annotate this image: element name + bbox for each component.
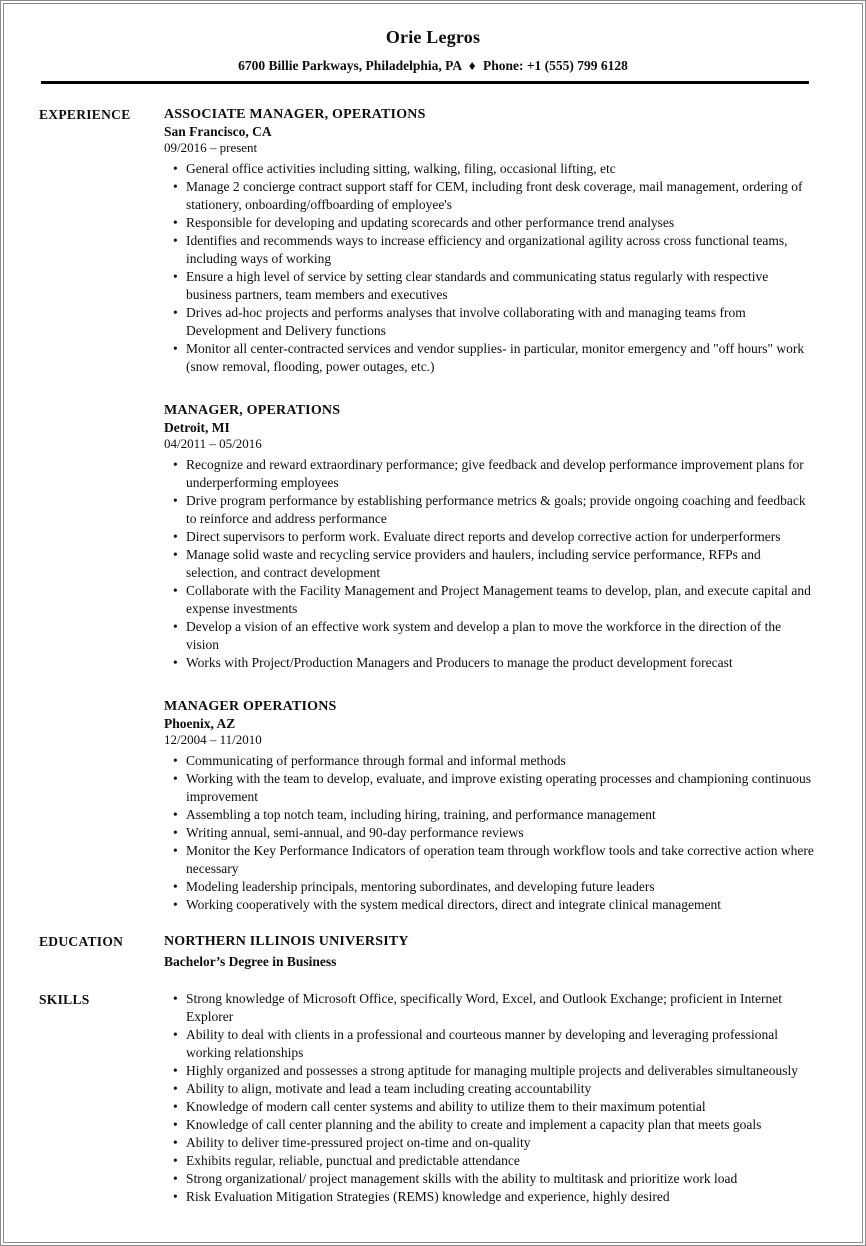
- education-section-label: EDUCATION: [39, 934, 124, 949]
- degree-name: Bachelor’s Degree in Business: [164, 954, 337, 969]
- skills-section-label: SKILLS: [39, 992, 90, 1007]
- bullet-list: [164, 990, 815, 1206]
- bullet-item: • Strong knowledge of Microsoft Office, specifically Word, Excel, and Outlook Exchange; proficient in Internet Explorer: [186, 990, 815, 1026]
- bullet-item: • Develop a vision of an effective work system and develop a plan to move the workforce in the direction of the vision: [186, 618, 815, 654]
- education-section: [1, 932, 865, 970]
- bullet-item: • Monitor the Key Performance Indicators of operation team through workflow tools and take corrective action where necessary: [186, 842, 815, 878]
- job-location: Detroit, MI: [164, 420, 230, 435]
- job-dates: 12/2004 – 11/2010: [164, 732, 262, 747]
- job-entry: [164, 105, 815, 376]
- bullet-item: • Manage solid waste and recycling service providers and haulers, including service performance, RFPs and selection, and contract development: [186, 546, 815, 582]
- bullet-item: • Working cooperatively with the system medical directors, direct and integrate clinical management: [186, 896, 815, 914]
- job-entry: [164, 697, 815, 914]
- bullet-item: • Drive program performance by establishing performance metrics & goals; provide ongoing coaching and feedback to reinforce and address performance: [186, 492, 815, 528]
- bullet-item: • Works with Project/Production Managers and Producers to manage the product development forecast: [186, 654, 815, 672]
- bullet-item: • Risk Evaluation Mitigation Strategies (REMS) knowledge and experience, highly desired: [186, 1188, 815, 1206]
- contact-phone: Phone: +1 (555) 799 6128: [482, 58, 628, 73]
- bullet-item: • Writing annual, semi-annual, and 90-day performance reviews: [186, 824, 815, 842]
- bullet-item: • Ability to deal with clients in a professional and courteous manner by developing and leveraging professional working relationships: [186, 1026, 815, 1062]
- job-dates: 09/2016 – present: [164, 140, 258, 155]
- school-name: NORTHERN ILLINOIS UNIVERSITY: [164, 934, 409, 949]
- bullet-item: • Responsible for developing and updating scorecards and other performance trend analyses: [186, 214, 815, 232]
- job-title: MANAGER OPERATIONS: [164, 699, 337, 714]
- bullet-item: • General office activities including sitting, walking, filing, occasional lifting, etc: [186, 160, 815, 178]
- bullet-item: • Modeling leadership principals, mentoring subordinates, and developing future leaders: [186, 878, 815, 896]
- bullet-item: • Collaborate with the Facility Management and Project Management teams to develop, plan, and execute capital and expense investments: [186, 582, 815, 618]
- bullet-item: • Working with the team to develop, evaluate, and improve existing operating processes and championing continuous improvement: [186, 770, 815, 806]
- job-dates: 04/2011 – 05/2016: [164, 436, 262, 451]
- job-location: Phoenix, AZ: [164, 716, 236, 731]
- bullet-list: [164, 456, 815, 672]
- experience-section-content: [164, 105, 815, 914]
- contact-line: [1, 57, 865, 74]
- bullet-item: • Monitor all center-contracted services and vendor supplies- in particular, monitor emergency and "off hours" work (snow removal, flooding, power outages, etc.): [186, 340, 815, 376]
- skills-section: [1, 990, 865, 1206]
- bullet-list: [164, 160, 815, 376]
- resume-header: [1, 1, 865, 84]
- experience-section: [1, 105, 865, 914]
- education-section-content: [164, 932, 815, 970]
- bullet-item: • Drives ad-hoc projects and performs analyses that involve collaborating with and managing teams from Development and Delivery functions: [186, 304, 815, 340]
- bullet-item: • Knowledge of call center planning and the ability to create and implement a capacity plan that meets goals: [186, 1116, 815, 1134]
- candidate-name: Orie Legros: [385, 27, 481, 47]
- contact-address: 6700 Billie Parkways, Philadelphia, PA: [238, 58, 462, 73]
- bullet-item: • Ensure a high level of service by setting clear standards and communicating status regularly with respective business partners, team members and executives: [186, 268, 815, 304]
- bullet-list: [164, 752, 815, 914]
- bullet-item: • Identifies and recommends ways to increase efficiency and organizational agility across cross functional teams, including ways of working: [186, 232, 815, 268]
- bullet-item: • Exhibits regular, reliable, punctual and predictable attendance: [186, 1152, 815, 1170]
- bullet-item: • Strong organizational/ project management skills with the ability to multitask and prioritize work load: [186, 1170, 815, 1188]
- bullet-item: • Ability to deliver time-pressured project on-time and on-quality: [186, 1134, 815, 1152]
- bullet-item: • Communicating of performance through formal and informal methods: [186, 752, 815, 770]
- job-location: San Francisco, CA: [164, 124, 272, 139]
- job-title: MANAGER, OPERATIONS: [164, 403, 341, 418]
- bullet-item: • Recognize and reward extraordinary performance; give feedback and develop performance improvement plans for underperforming employees: [186, 456, 815, 492]
- bullet-item: • Ability to align, motivate and lead a team including creating accountability: [186, 1080, 815, 1098]
- bullet-item: • Direct supervisors to perform work. Evaluate direct reports and develop corrective action for underperformers: [186, 528, 815, 546]
- experience-section-label: EXPERIENCE: [39, 107, 131, 122]
- job-entry: [164, 401, 815, 672]
- bullet-item: • Assembling a top notch team, including hiring, training, and performance management: [186, 806, 815, 824]
- bullet-item: • Highly organized and possesses a strong aptitude for managing multiple projects and deliverables simultaneously: [186, 1062, 815, 1080]
- header-divider: [41, 81, 809, 84]
- bullet-item: • Manage 2 concierge contract support staff for CEM, including front desk coverage, mail management, ordering of stationery, onboarding/offboarding of employee's: [186, 178, 815, 214]
- skills-section-content: [164, 990, 815, 1206]
- job-title: ASSOCIATE MANAGER, OPERATIONS: [164, 107, 426, 122]
- diamond-icon: ♦: [468, 58, 476, 73]
- bullet-item: • Knowledge of modern call center systems and ability to utilize them to their maximum potential: [186, 1098, 815, 1116]
